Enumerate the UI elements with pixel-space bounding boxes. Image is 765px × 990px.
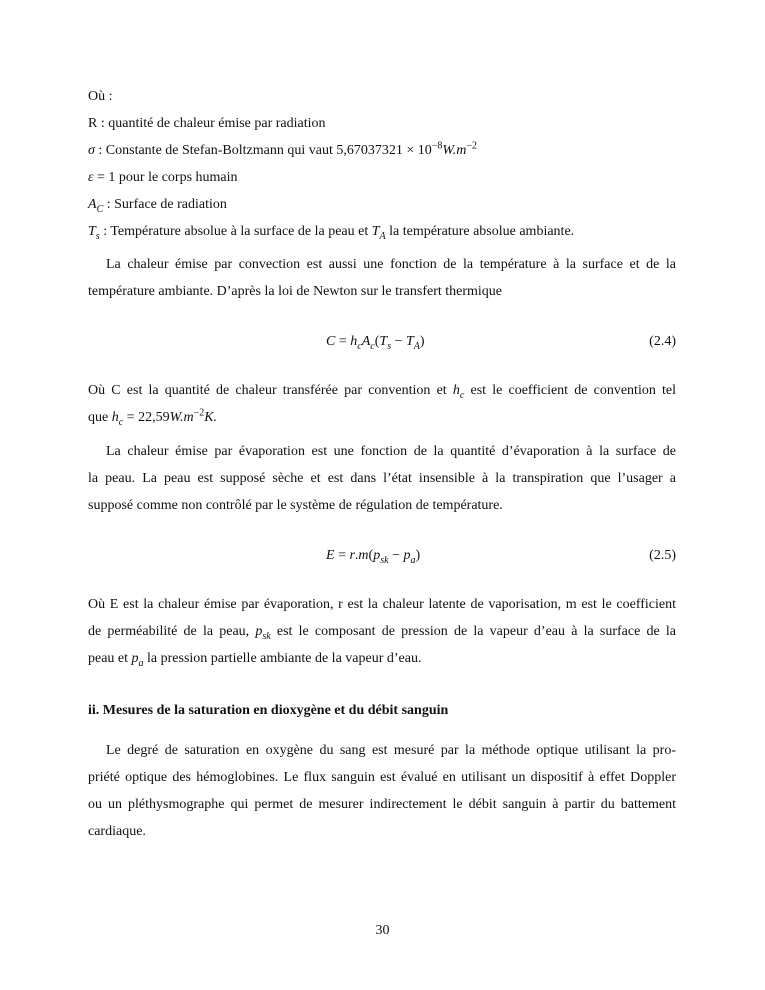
para-vapor-line1: Où E est la chaleur émise par évaporation, r est la chaleur latente de vaporisation, m est le coefficient [88,597,676,612]
para-oxygen-line2: priété optique des hémoglobines. Le flux sanguin est évalué en utilisant un dispositif à effet Doppler [88,770,676,785]
equation-2-4-body: $C = h_cA_c(T_s - T_A)$ [326,334,425,352]
para-evaporation-line2: la peau. La peau est supposé sèche et est dans l’état insensible à la transpiration que l’usager a [88,471,676,486]
para-convection-line2: température ambiante. D’après la loi de Newton sur le transfert thermique [88,284,503,299]
para-evaporation-line3: supposé comme non contrôlé par le système de régulation de température. [88,498,503,513]
para-convection-line1: La chaleur émise par convection est aussi une fonction de la température à la surface et de la [106,257,676,272]
section-heading: ii. Mesures de la saturation en dioxygène et du débit sanguin [88,703,449,718]
defs-intro: Où : [88,89,113,104]
def-ac: $A_C$ : Surface de radiation [88,197,227,215]
def-sigma: σ : Constante de Stefan-Boltzmann qui vaut $5,67037321 \times 10^{-8}W.m^{-2}$ [88,140,478,158]
equation-2-5-number: (2.5) [649,548,676,563]
para-evaporation-line1: La chaleur émise par évaporation est une fonction de la quantité d’évaporation à la surface de [106,444,676,459]
para-vapor-line2: de perméabilité de la peau, $p_{sk}$ est le composant de pression de la vapeur d’eau à la surface de la [88,624,676,642]
def-epsilon: ε = 1 pour le corps humain [88,170,238,185]
equation-2-4-number: (2.4) [649,334,676,349]
para-oxygen-line4: cardiaque. [88,824,146,839]
para-oxygen-line1: Le degré de saturation en oxygène du sang est mesuré par la méthode optique utilisant la pro- [106,743,676,758]
equation-2-5-body: $E = r.m(p_{sk} - p_a)$ [326,548,421,566]
page-number: 30 [375,923,390,938]
para-hc-line2: que $h_c = 22,59W.m^{-2}K$. [88,407,218,428]
para-oxygen-line3: ou un pléthysmographe qui permet de mesurer indirectement le débit sanguin à partir du battement [88,797,676,812]
para-hc-line1: Où C est la quantité de chaleur transférée par convention et $h_c$ est le coefficient de convention tel [88,383,676,401]
def-ts: $T_s$ : Température absolue à la surface de la peau et $T_A$ la température absolue ambiante. [88,224,575,242]
para-vapor-line3: peau et $p_a$ la pression partielle ambiante de la vapeur d’eau. [88,651,422,669]
def-r: R : quantité de chaleur émise par radiation [88,116,326,131]
